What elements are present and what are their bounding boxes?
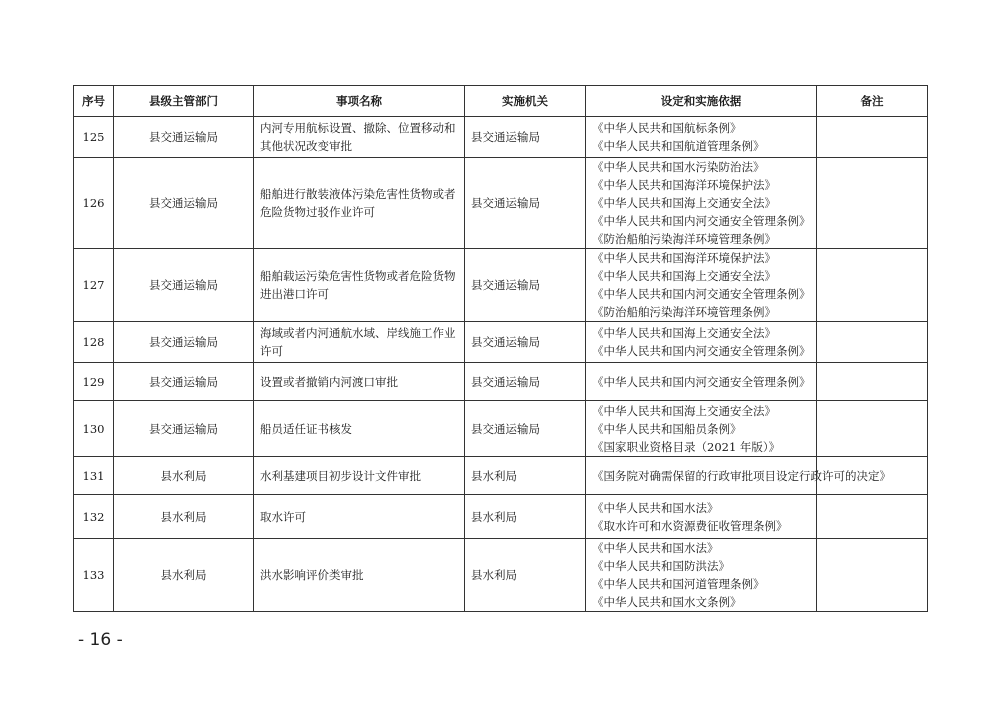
table-row (74, 539, 928, 612)
cell-basis (586, 158, 817, 249)
cell-note (817, 539, 928, 612)
cell-item: 船舶载运污染危害性货物或者危险货物进出港口许可 (254, 249, 465, 322)
cell-no: 125 (74, 117, 114, 158)
basis-line: 《中华人民共和国内河交通安全管理条例》 (592, 287, 811, 301)
page-number: - 16 - (78, 630, 123, 650)
cell-no: 130 (74, 401, 114, 457)
cell-no: 126 (74, 158, 114, 249)
cell-basis (586, 322, 817, 363)
cell-note (817, 249, 928, 322)
table-row (74, 457, 928, 495)
basis-line: 《中华人民共和国航标条例》 (592, 121, 742, 135)
cell-note (817, 322, 928, 363)
table-body (74, 117, 928, 612)
cell-basis (586, 495, 817, 539)
table-row (74, 363, 928, 401)
basis-line: 《中华人民共和国内河交通安全管理条例》 (592, 214, 811, 228)
basis-line: 《中华人民共和国内河交通安全管理条例》 (592, 344, 811, 358)
header-note: 备注 (817, 86, 928, 117)
cell-no: 129 (74, 363, 114, 401)
basis-line: 《国家职业资格目录（2021 年版）》 (592, 439, 781, 454)
cell-no: 133 (74, 539, 114, 612)
basis-line: 《国务院对确需保留的行政审批项目设定行政许可的决定》 (592, 468, 891, 483)
cell-agency: 县水利局 (465, 457, 586, 495)
cell-dept: 县交通运输局 (114, 363, 254, 401)
cell-basis (586, 401, 817, 457)
cell-basis (586, 249, 817, 322)
cell-no: 131 (74, 457, 114, 495)
cell-item: 设置或者撤销内河渡口审批 (254, 363, 465, 401)
basis-line: 《中华人民共和国水文条例》 (592, 595, 742, 609)
cell-item: 水利基建项目初步设计文件审批 (254, 457, 465, 495)
cell-note (817, 401, 928, 457)
cell-dept: 县水利局 (114, 495, 254, 539)
cell-agency: 县交通运输局 (465, 117, 586, 158)
header-no: 序号 (74, 86, 114, 117)
cell-agency: 县交通运输局 (465, 363, 586, 401)
basis-line: 《防治船舶污染海洋环境管理条例》 (592, 232, 776, 246)
cell-note (817, 495, 928, 539)
basis-line: 《中华人民共和国水法》 (592, 500, 719, 515)
cell-no: 132 (74, 495, 114, 539)
cell-item: 船舶进行散装液体污染危害性货物或者危险货物过驳作业许可 (254, 158, 465, 249)
cell-agency: 县交通运输局 (465, 249, 586, 322)
cell-dept: 县交通运输局 (114, 322, 254, 363)
cell-no: 127 (74, 249, 114, 322)
cell-item: 取水许可 (254, 495, 465, 539)
header-dept: 县级主管部门 (114, 86, 254, 117)
basis-line: 《中华人民共和国船员条例》 (592, 421, 742, 436)
basis-line: 《中华人民共和国海上交通安全法》 (592, 403, 776, 418)
cell-note (817, 117, 928, 158)
cell-basis (586, 457, 891, 495)
approval-items-table (73, 85, 928, 612)
basis-line: 《中华人民共和国海洋环境保护法》 (592, 251, 776, 265)
basis-line: 《中华人民共和国海洋环境保护法》 (592, 178, 776, 192)
table-header-row (74, 86, 928, 117)
basis-line: 《中华人民共和国防洪法》 (592, 559, 730, 573)
table-row (74, 495, 928, 539)
cell-no: 128 (74, 322, 114, 363)
cell-item: 内河专用航标设置、撤除、位置移动和其他状况改变审批 (254, 117, 465, 158)
cell-agency: 县交通运输局 (465, 322, 586, 363)
cell-dept: 县交通运输局 (114, 401, 254, 457)
cell-dept: 县交通运输局 (114, 117, 254, 158)
basis-line: 《中华人民共和国海上交通安全法》 (592, 269, 776, 283)
cell-agency: 县交通运输局 (465, 401, 586, 457)
table-row (74, 117, 928, 158)
cell-dept: 县交通运输局 (114, 158, 254, 249)
basis-line: 《中华人民共和国水法》 (592, 541, 719, 555)
table-row (74, 249, 928, 322)
basis-line: 《防治船舶污染海洋环境管理条例》 (592, 305, 776, 319)
basis-line: 《中华人民共和国河道管理条例》 (592, 577, 765, 591)
cell-item: 洪水影响评价类审批 (254, 539, 465, 612)
cell-basis (586, 539, 817, 612)
basis-line: 《中华人民共和国水污染防治法》 (592, 160, 765, 174)
cell-item: 海域或者内河通航水域、岸线施工作业许可 (254, 322, 465, 363)
cell-dept: 县交通运输局 (114, 249, 254, 322)
cell-item: 船员适任证书核发 (254, 401, 465, 457)
cell-note (817, 363, 928, 401)
basis-line: 《中华人民共和国海上交通安全法》 (592, 326, 776, 340)
table-row (74, 158, 928, 249)
cell-dept: 县水利局 (114, 457, 254, 495)
header-agency: 实施机关 (465, 86, 586, 117)
cell-note (817, 158, 928, 249)
basis-line: 《中华人民共和国航道管理条例》 (592, 139, 765, 153)
cell-agency: 县水利局 (465, 495, 586, 539)
table-row (74, 322, 928, 363)
basis-line: 《取水许可和水资源费征收管理条例》 (592, 518, 788, 533)
basis-line: 《中华人民共和国内河交通安全管理条例》 (592, 374, 811, 389)
header-item: 事项名称 (254, 86, 465, 117)
basis-line: 《中华人民共和国海上交通安全法》 (592, 196, 776, 210)
table-row (74, 401, 928, 457)
cell-basis (586, 117, 817, 158)
cell-dept: 县水利局 (114, 539, 254, 612)
cell-agency: 县交通运输局 (465, 158, 586, 249)
cell-agency: 县水利局 (465, 539, 586, 612)
cell-basis (586, 363, 817, 401)
header-basis: 设定和实施依据 (586, 86, 817, 117)
